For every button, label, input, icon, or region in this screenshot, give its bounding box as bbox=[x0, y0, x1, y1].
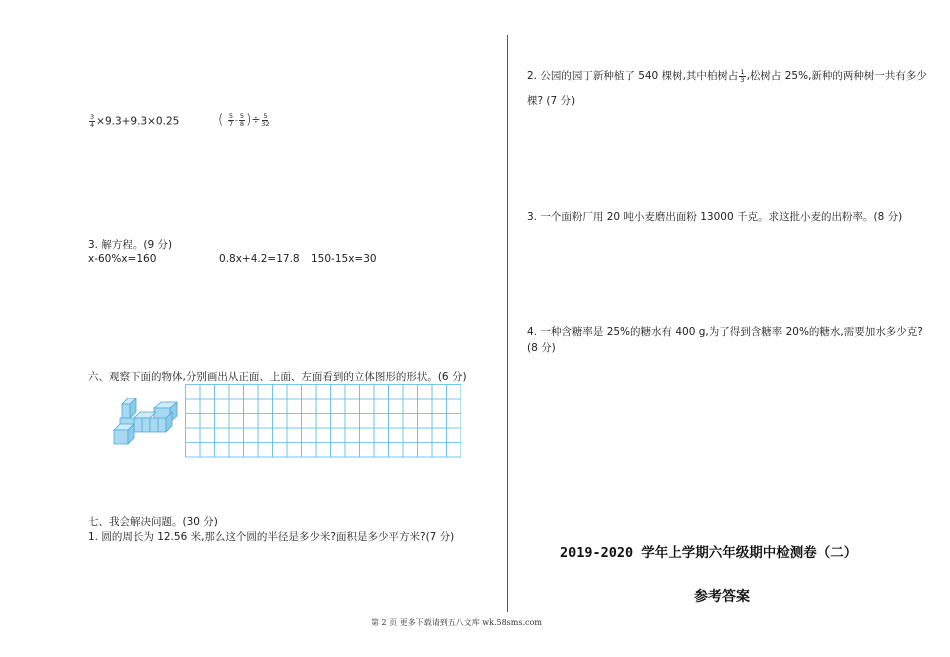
page-footer: 第 2 页 更多下载请到五八文库 wk.58sms.com bbox=[371, 618, 542, 627]
section7-question-1: 1. 圆的周长为 12.56 米,那么这个圆的半径是多少米?面积是多少平方米?(7 分) bbox=[88, 531, 455, 543]
right-question-3: 3. 一个面粉厂用 20 吨小麦磨出面粉 13000 千克。求这批小麦的出粉率。(8 分) bbox=[527, 211, 903, 223]
fraction-5-7: $\frac{5}{7}$ bbox=[228, 111, 233, 128]
right-question-4-line1: 4. 一种含糖率是 25%的糖水有 400 g,为了得到含糖率 20%的糖水,需要加水多少克? bbox=[527, 326, 923, 338]
section7-heading: 七、我会解决问题。(30 分) bbox=[88, 516, 218, 528]
drawing-grid bbox=[185, 384, 461, 460]
equation-3: 150-15x=30 bbox=[311, 253, 377, 265]
equation-2: 0.8x+4.2=17.8 bbox=[219, 253, 300, 265]
q3-heading: 3. 解方程。(9 分) bbox=[88, 239, 173, 251]
right-question-2-line2: 棵? (7 分) bbox=[527, 95, 576, 107]
fraction-one-third: $\frac{1}{3}$ bbox=[740, 67, 745, 84]
equation-1: x-60%x=160 bbox=[88, 253, 157, 265]
column-divider bbox=[507, 35, 508, 612]
cube-figure bbox=[110, 398, 180, 446]
exam-title: 2019-2020 学年上学期六年级期中检测卷（二） bbox=[560, 545, 858, 561]
right-question-4-line2: (8 分) bbox=[527, 342, 556, 354]
fraction-5-8: $\frac{5}{8}$ bbox=[239, 111, 244, 128]
right-question-2-line1: 2. 公园的园丁新种植了 540 棵树,其中柏树占 $\frac{1}{3}$ ,松树占 25%,新种的两种树一共有多少 bbox=[527, 67, 927, 84]
answer-title: 参考答案 bbox=[694, 589, 750, 605]
fraction-three-quarters: $\frac{3}{4}$ bbox=[90, 113, 95, 129]
fraction-5-32: $\frac{5}{32}$ bbox=[261, 111, 270, 128]
calc-expression-1: $\frac{3}{4}$ ×9.3+9.3×0.25 bbox=[90, 113, 180, 129]
calc-expression-2: ( $\frac{5}{7}$ - $\frac{5}{8}$ )÷ $\frac{5}{32}$ bbox=[218, 111, 270, 128]
section6-heading: 六、观察下面的物体,分别画出从正面、上面、左面看到的立体图形的形状。(6 分) bbox=[88, 371, 467, 383]
